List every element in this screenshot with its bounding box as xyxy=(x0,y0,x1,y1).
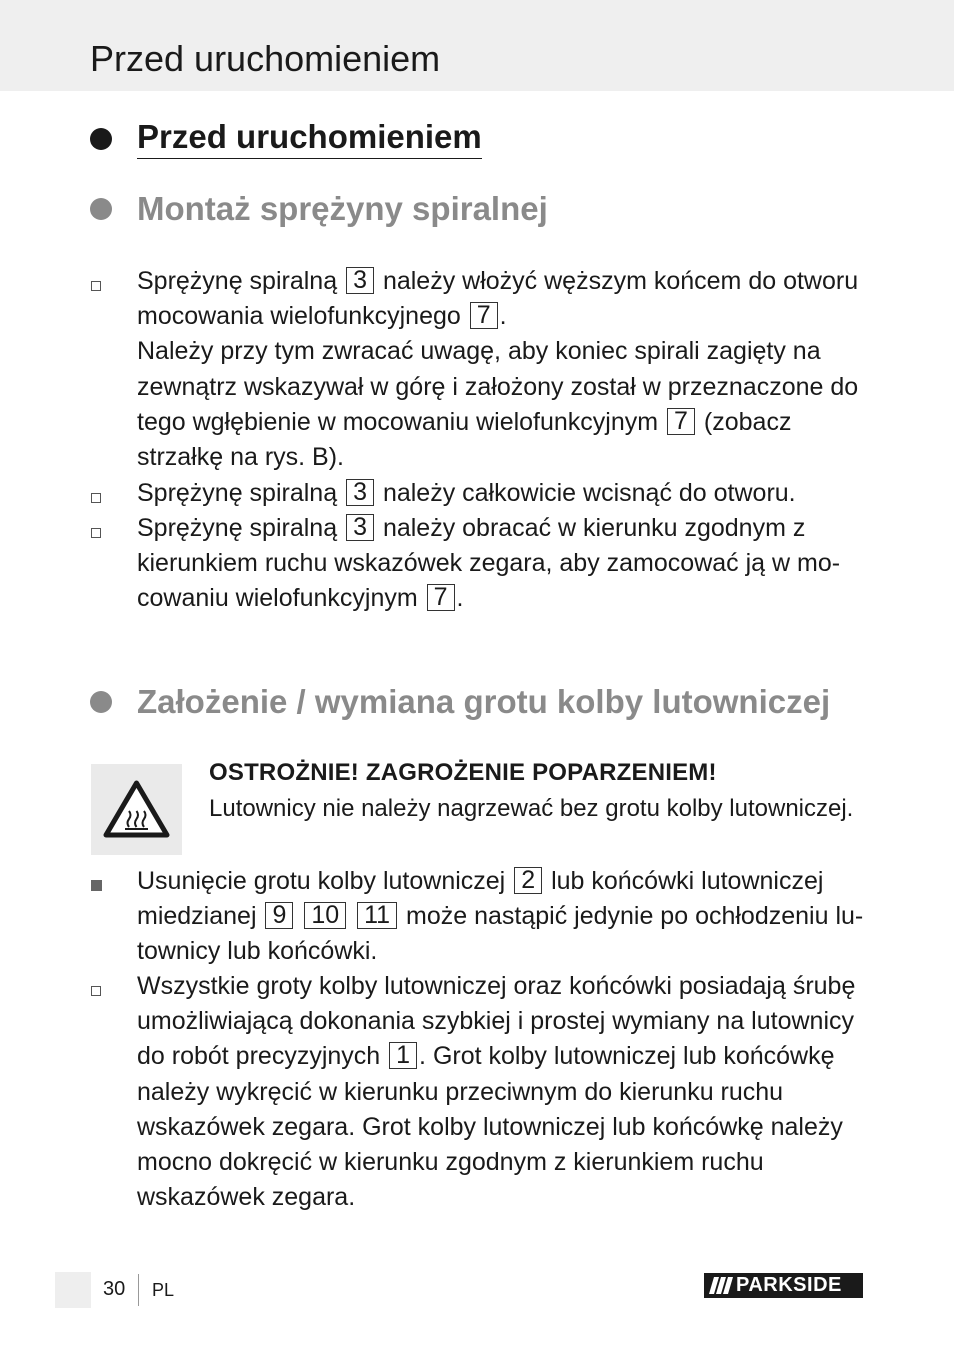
list-item xyxy=(137,511,867,617)
item-text: . xyxy=(499,302,507,331)
part-reference: 10 xyxy=(304,902,346,929)
warning-text: Lutownicy nie należy nagrzewać bez grotu kolby lutowniczej. xyxy=(209,795,854,822)
item-text: Usunięcie grotu kolby lutowniczej xyxy=(137,867,506,895)
bullet-dot-icon xyxy=(90,198,112,220)
section-heading-before-start xyxy=(90,118,482,159)
language-code: PL xyxy=(152,1280,175,1300)
part-reference: 7 xyxy=(470,302,498,329)
item-text: . xyxy=(456,584,464,613)
checkbox-bullet-icon xyxy=(91,493,101,503)
item-text: Sprężynę spiralną xyxy=(137,514,338,542)
bullet-dot-icon xyxy=(90,128,112,150)
part-reference: 1 xyxy=(389,1042,417,1069)
list-item xyxy=(137,969,867,1215)
part-reference: 3 xyxy=(346,479,374,506)
part-reference: 2 xyxy=(514,867,542,894)
item-text: należy obracać w kierunku zgodnym z kierunkiem ruchu wskazówek zegara, aby zamocować ją w mo-cowaniu wielofunkcyjnym xyxy=(137,514,841,613)
checkbox-bullet-icon xyxy=(91,528,101,538)
parkside-logo xyxy=(704,1273,863,1298)
logo-stripes-icon xyxy=(704,1273,736,1298)
square-bullet-icon xyxy=(91,880,102,891)
item-text: należy włożyć węższym końcem do otworu mocowania wielofunkcyjnego xyxy=(137,267,859,331)
item-text: Wszystkie groty kolby lutowniczej oraz końcówki posiadają śrubę umożliwiającą dokonania szybkiej i prostej wymiany na lutownicy do robót precyzyjnych xyxy=(137,972,856,1071)
section-title: Montaż sprężyny spiralnej xyxy=(137,190,548,227)
item-text: może nastąpić jedynie po ochłodzeniu lu-townicy lub końcówki. xyxy=(137,902,864,966)
item-text: lub końcówki lutowniczej miedzianej xyxy=(137,867,824,931)
warning-icon-box xyxy=(91,764,182,855)
item-text: Sprężynę spiralną xyxy=(137,267,338,295)
checkbox-bullet-icon xyxy=(91,986,101,996)
part-reference: 7 xyxy=(427,584,455,611)
page-title: Przed uruchomieniem xyxy=(90,38,441,79)
section-heading-tip xyxy=(90,683,830,721)
list-item xyxy=(137,864,867,970)
footer-divider xyxy=(138,1274,139,1306)
part-reference: 3 xyxy=(346,267,374,294)
bullet-dot-icon xyxy=(90,691,112,713)
page-number: 30 xyxy=(103,1278,126,1300)
part-reference: 3 xyxy=(346,514,374,541)
part-reference: 11 xyxy=(357,902,397,929)
part-reference: 9 xyxy=(265,902,293,929)
list-item xyxy=(137,264,867,475)
brand-name: PARKSIDE xyxy=(736,1274,842,1296)
list-item xyxy=(137,476,867,511)
section-heading-spring xyxy=(90,190,548,228)
item-text: (zobacz strzałkę na rys. B). xyxy=(137,407,792,472)
part-reference: 7 xyxy=(667,408,695,435)
item-text: Należy przy tym zwracać uwagę, aby koniec spirali zagięty na zewnątrz wskazywał w górę i założony został w przeznaczone do tego wgłębienie w mocowaniu wielofunkcyjnym xyxy=(137,337,859,436)
warning-title: OSTROŻNIE! ZAGROŻENIE POPARZENIEM! xyxy=(209,759,717,786)
checkbox-bullet-icon xyxy=(91,281,101,291)
section-title: Założenie / wymiana grotu kolby lutowniczej xyxy=(137,683,831,720)
item-text: Sprężynę spiralną xyxy=(137,479,338,507)
hot-surface-warning-icon xyxy=(91,764,182,855)
item-text: należy całkowicie wcisnąć do otworu. xyxy=(382,479,796,507)
item-text: . Grot kolby lutowniczej lub końcówkę należy wykręcić w kierunku przeciwnym do kierunku ruchu wskazówek zegara. Grot kolby lutowniczej lub końcówkę należy mocno dokręcić w kierunku zgodnym z kierunkiem ruchu wskazówek zegara. xyxy=(137,1042,843,1212)
footer-marker xyxy=(55,1272,91,1308)
section-title: Przed uruchomieniem xyxy=(137,118,482,159)
